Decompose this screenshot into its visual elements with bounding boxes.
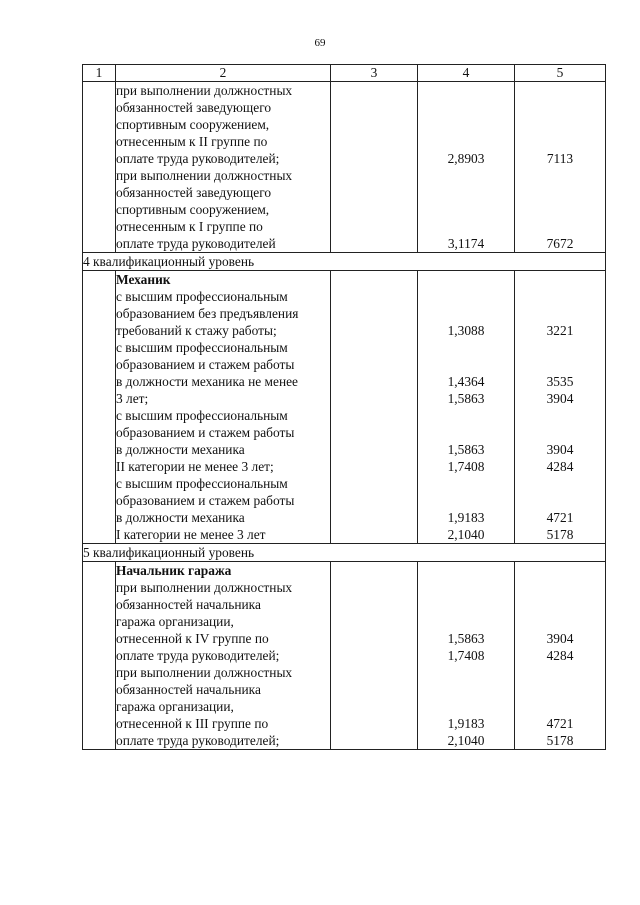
cell-col-1: [83, 82, 116, 253]
coefficient-value: 1,7408: [447, 459, 485, 474]
description-line: с высшим профессиональным: [116, 340, 288, 355]
header-col-4: 4: [418, 65, 515, 82]
table-body: [83, 65, 606, 750]
description-line: спортивным сооружением,: [116, 202, 270, 217]
coefficient-value: [418, 562, 514, 579]
coefficient-value: [418, 167, 514, 184]
page-number: 69: [314, 37, 326, 49]
salary-value: 4721: [546, 510, 574, 525]
cell-salary: [515, 82, 606, 253]
coefficient-value: [418, 218, 514, 235]
coefficient-value: 3,1174: [447, 236, 485, 251]
salary-value: [515, 356, 605, 373]
salary-value: [515, 133, 605, 150]
coefficient-value: 1,7408: [447, 648, 485, 663]
salary-table: [82, 64, 606, 750]
description-line: оплате труда руководителей;: [116, 648, 280, 663]
salary-value: [515, 579, 605, 596]
salary-value: [515, 271, 605, 288]
coefficient-value: 1,3088: [447, 323, 485, 338]
salary-value: [515, 596, 605, 613]
cell-col-3: [331, 82, 418, 253]
salary-value: [515, 664, 605, 681]
cell-coefficient: [418, 271, 515, 544]
description-line: обязанностей начальника: [116, 682, 261, 697]
cell-col-3: [331, 271, 418, 544]
salary-value: 5178: [546, 527, 574, 542]
description-line: при выполнении должностных: [116, 665, 293, 680]
description-line: образованием и стажем работы: [116, 425, 295, 440]
description-line: образованием без предъявления: [116, 306, 299, 321]
coefficient-value: [418, 271, 514, 288]
coefficient-value: 2,8903: [447, 151, 485, 166]
salary-value: 5178: [546, 733, 574, 748]
coefficient-value: [418, 201, 514, 218]
description-line: оплате труда руководителей: [116, 236, 276, 251]
salary-value: [515, 475, 605, 492]
coefficient-value: [418, 82, 514, 99]
cell-salary: [515, 271, 606, 544]
cell-coefficient: [418, 562, 515, 750]
coefficient-value: [418, 613, 514, 630]
description-line: отнесенной к IV группе по: [116, 631, 269, 646]
cell-col-1: [83, 562, 116, 750]
coefficient-value: [418, 133, 514, 150]
salary-value: [515, 99, 605, 116]
description-line: в должности механика не менее: [116, 374, 298, 389]
salary-value: 7113: [546, 151, 574, 166]
salary-value: [515, 201, 605, 218]
description-line: требований к стажу работы;: [116, 323, 277, 338]
salary-value: [515, 167, 605, 184]
table-row: [83, 82, 606, 253]
coefficient-value: 1,4364: [447, 374, 485, 389]
coefficient-value: 2,1040: [447, 527, 485, 542]
qualification-level-label: 5 квалификационный уровень: [83, 544, 606, 562]
coefficient-value: 1,5863: [447, 391, 485, 406]
qualification-level-label: 4 квалификационный уровень: [83, 253, 606, 271]
coefficient-value: [418, 475, 514, 492]
coefficient-value: [418, 184, 514, 201]
coefficient-value: [418, 305, 514, 322]
salary-value: 7672: [546, 236, 574, 251]
table-row: [83, 271, 606, 544]
coefficient-value: [418, 681, 514, 698]
coefficient-value: 2,1040: [447, 733, 485, 748]
coefficient-value: 1,9183: [447, 716, 485, 731]
coefficient-value: [418, 99, 514, 116]
description-line: с высшим профессиональным: [116, 476, 288, 491]
coefficient-value: [418, 407, 514, 424]
header-col-5: 5: [515, 65, 606, 82]
cell-description: [116, 82, 331, 253]
salary-value: [515, 82, 605, 99]
description-line: оплате труда руководителей;: [116, 151, 280, 166]
coefficient-value: [418, 579, 514, 596]
description-line: оплате труда руководителей;: [116, 733, 280, 748]
cell-description: [116, 562, 331, 750]
coefficient-value: [418, 116, 514, 133]
salary-value: [515, 305, 605, 322]
salary-value: 3221: [546, 323, 574, 338]
table-header-row: [83, 65, 606, 82]
description-line: отнесенным к II группе по: [116, 134, 268, 149]
coefficient-value: [418, 664, 514, 681]
coefficient-value: [418, 424, 514, 441]
description-line: в должности механика: [116, 442, 245, 457]
description-line: обязанностей начальника: [116, 597, 261, 612]
qualification-level-row: [83, 544, 606, 562]
coefficient-value: [418, 698, 514, 715]
cell-salary: [515, 562, 606, 750]
header-col-2: 2: [116, 65, 331, 82]
position-title: Механик: [116, 272, 171, 287]
salary-value: [515, 218, 605, 235]
coefficient-value: [418, 596, 514, 613]
coefficient-value: [418, 288, 514, 305]
description-line: I категории не менее 3 лет: [116, 527, 266, 542]
header-col-3: 3: [331, 65, 418, 82]
description-line: образованием и стажем работы: [116, 493, 295, 508]
description-line: гаража организации,: [116, 614, 234, 629]
description-line: с высшим профессиональным: [116, 289, 288, 304]
salary-value: [515, 492, 605, 509]
cell-col-3: [331, 562, 418, 750]
cell-description: [116, 271, 331, 544]
table-row: [83, 562, 606, 750]
description-line: обязанностей заведующего: [116, 100, 272, 115]
salary-value: 4284: [546, 648, 574, 663]
coefficient-value: 1,5863: [447, 631, 485, 646]
salary-value: [515, 407, 605, 424]
salary-value: 3904: [546, 631, 574, 646]
description-line: спортивным сооружением,: [116, 117, 270, 132]
description-line: II категории не менее 3 лет;: [116, 459, 274, 474]
salary-value: 3904: [546, 442, 574, 457]
qualification-level-row: [83, 253, 606, 271]
description-line: 3 лет;: [116, 391, 149, 406]
coefficient-value: [418, 492, 514, 509]
salary-value: [515, 681, 605, 698]
salary-value: 4721: [546, 716, 574, 731]
coefficient-value: [418, 356, 514, 373]
salary-value: 4284: [546, 459, 574, 474]
position-title: Начальник гаража: [116, 563, 232, 578]
description-line: обязанностей заведующего: [116, 185, 272, 200]
description-line: при выполнении должностных: [116, 168, 293, 183]
description-line: при выполнении должностных: [116, 83, 293, 98]
salary-value: [515, 288, 605, 305]
salary-value: [515, 184, 605, 201]
description-line: в должности механика: [116, 510, 245, 525]
description-line: гаража организации,: [116, 699, 234, 714]
salary-value: [515, 613, 605, 630]
description-line: отнесенной к III группе по: [116, 716, 269, 731]
cell-coefficient: [418, 82, 515, 253]
cell-col-1: [83, 271, 116, 544]
coefficient-value: 1,5863: [447, 442, 485, 457]
salary-value: 3904: [546, 391, 574, 406]
salary-value: [515, 562, 605, 579]
salary-value: [515, 698, 605, 715]
description-line: отнесенным к I группе по: [116, 219, 263, 234]
header-col-1: 1: [83, 65, 116, 82]
description-line: при выполнении должностных: [116, 580, 293, 595]
salary-value: [515, 339, 605, 356]
coefficient-value: [418, 339, 514, 356]
salary-value: [515, 116, 605, 133]
coefficient-value: 1,9183: [447, 510, 485, 525]
salary-value: 3535: [546, 374, 574, 389]
description-line: образованием и стажем работы: [116, 357, 295, 372]
salary-value: [515, 424, 605, 441]
description-line: с высшим профессиональным: [116, 408, 288, 423]
